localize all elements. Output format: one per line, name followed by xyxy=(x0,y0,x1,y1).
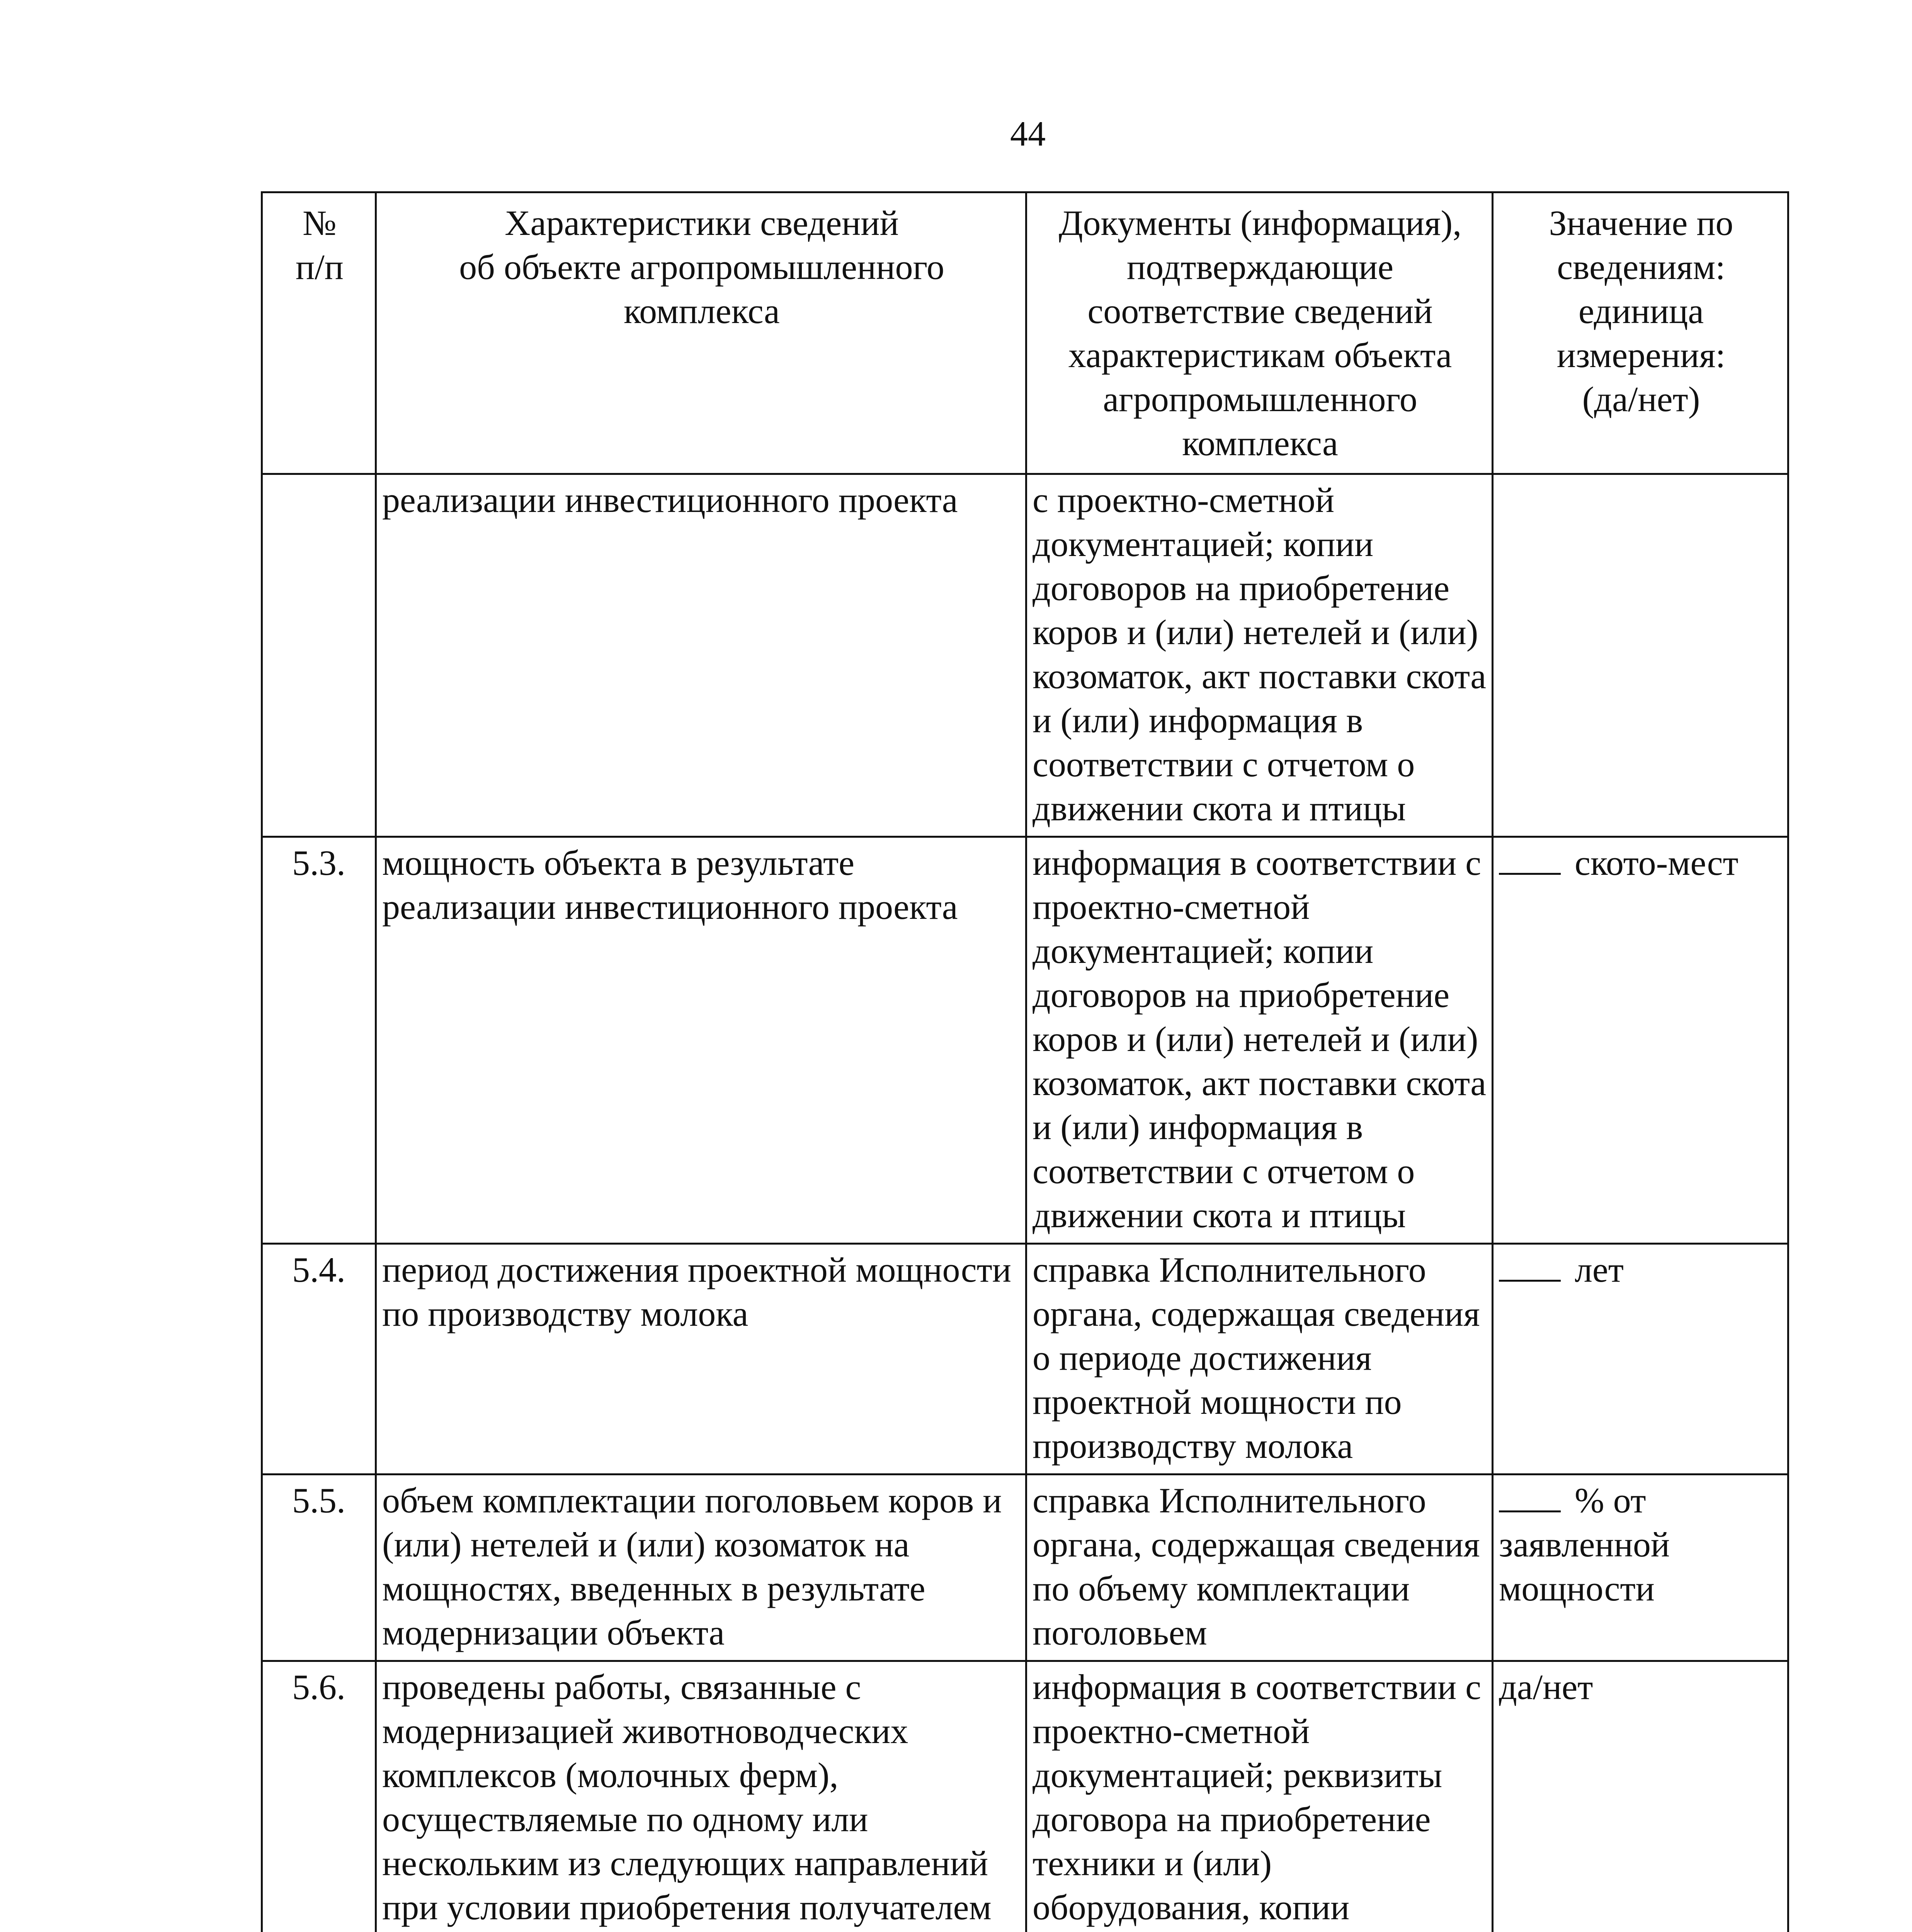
header-line: Значение по xyxy=(1549,203,1733,243)
row-value xyxy=(1493,474,1788,837)
value-text: ското-мест xyxy=(1575,843,1738,883)
table-row xyxy=(262,1244,1788,1475)
header-line: № xyxy=(303,203,337,243)
table-header xyxy=(262,192,1788,474)
row-documents: информация в соответствии с проектно-сметной документацией; копии договоров на приобретение коров и (или) нетелей и (или) козоматок, акт поставки скота и (или) информация в соответствии с отчетом о движении скота и птицы xyxy=(1026,837,1493,1244)
row-documents: информация в соответствии с проектно-сметной документацией; реквизиты договора на приобретение техники и (или) оборудования, копии xyxy=(1026,1661,1493,1932)
header-line: Документы (информация), xyxy=(1058,203,1462,243)
table-body xyxy=(262,474,1788,1932)
row-number: 5.6. xyxy=(262,1661,376,1932)
row-documents: с проектно-сметной документацией; копии договоров на приобретение коров и (или) нетелей и (или) козоматок, акт поставки скота и (или) информация в соответствии с отчетом о движении скота и птицы xyxy=(1026,474,1493,837)
header-line: п/п xyxy=(295,247,344,287)
row-documents: справка Исполнительного органа, содержащая сведения о периоде достижения проектной мощности по производству молока xyxy=(1026,1244,1493,1475)
value-text: да/нет xyxy=(1499,1667,1593,1707)
header-line: Характеристики сведений xyxy=(505,203,899,243)
page-number: 44 xyxy=(1010,114,1046,153)
header-cell-number xyxy=(262,192,376,474)
header-line: характеристикам объекта xyxy=(1068,335,1452,375)
header-cell-value xyxy=(1493,192,1788,474)
table-row xyxy=(262,837,1788,1244)
row-characteristic: проведены работы, связанные с модернизацией животноводческих комплексов (молочных ферм), осуществляемые по одному или нескольким из следующих направлений при условии приобретения получателем xyxy=(376,1661,1026,1932)
fill-in-blank xyxy=(1499,1480,1561,1512)
value-text: % от заявленной мощности xyxy=(1499,1481,1670,1608)
row-value xyxy=(1493,837,1788,1244)
header-line: агропромышленного xyxy=(1103,379,1417,419)
header-line: комплекса xyxy=(1182,423,1338,463)
fill-in-blank xyxy=(1499,1249,1561,1282)
header-row xyxy=(262,192,1788,474)
header-line: об объекте агропромышленного xyxy=(459,247,944,287)
table-row xyxy=(262,1475,1788,1661)
row-characteristic: период достижения проектной мощности по производству молока xyxy=(376,1244,1026,1475)
header-line: соответствие сведений xyxy=(1087,291,1433,331)
header-line: (да/нет) xyxy=(1582,379,1700,419)
header-line: единица xyxy=(1578,291,1704,331)
table-row xyxy=(262,474,1788,837)
row-value xyxy=(1493,1475,1788,1661)
header-line: подтверждающие xyxy=(1126,247,1394,287)
row-characteristic: мощность объекта в результате реализации инвестиционного проекта xyxy=(376,837,1026,1244)
row-characteristic: реализации инвестиционного проекта xyxy=(376,474,1026,837)
row-number: 5.3. xyxy=(262,837,376,1244)
header-line: сведениям: xyxy=(1557,247,1725,287)
header-line: измерения: xyxy=(1556,335,1726,375)
requirements-table xyxy=(261,191,1789,1932)
header-line: комплекса xyxy=(624,291,780,331)
value-text: лет xyxy=(1575,1250,1624,1289)
row-documents: справка Исполнительного органа, содержащая сведения по объему комплектации поголовьем xyxy=(1026,1475,1493,1661)
row-number: 5.4. xyxy=(262,1244,376,1475)
header-cell-documents xyxy=(1026,192,1493,474)
row-value xyxy=(1493,1244,1788,1475)
row-value xyxy=(1493,1661,1788,1932)
fill-in-blank xyxy=(1499,842,1561,875)
header-cell-characteristics xyxy=(376,192,1026,474)
table-row xyxy=(262,1661,1788,1932)
row-number xyxy=(262,474,376,837)
row-characteristic: объем комплектации поголовьем коров и (или) нетелей и (или) козоматок на мощностях, введенных в результате модернизации объекта xyxy=(376,1475,1026,1661)
row-number: 5.5. xyxy=(262,1475,376,1661)
